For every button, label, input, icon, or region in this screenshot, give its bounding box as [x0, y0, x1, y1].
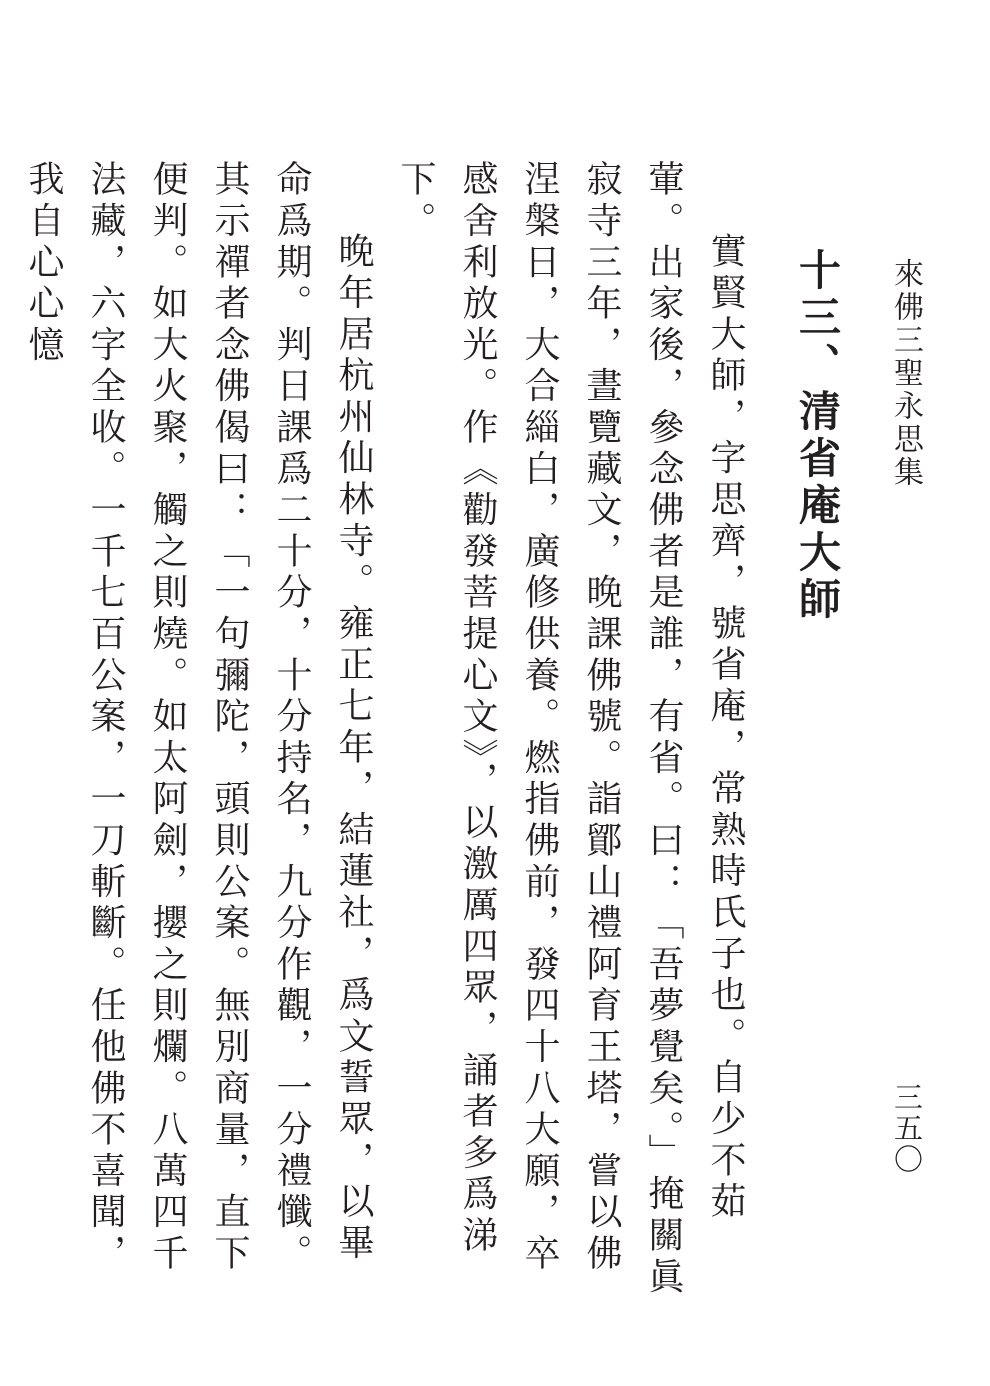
body-text: [23, 160, 756, 1300]
paragraph-2: 晚年居杭州仙林寺。雍正七年，結蓮社，爲文誓眾，以畢命爲期。判日課爲二十分，十分持名，九分作觀，一分禮懺。其示禪者念佛偈曰：「一句彌陀，頭則公案。無別商量，直下便判。如大火聚，觸之則燒。如太阿劍，攖之則爛。八萬四千法藏，六字全收。一千七百公案，一刀斬斷。任他佛不喜聞，我自心心憶: [23, 160, 374, 1276]
running-head: 來佛三聖永思集: [888, 258, 923, 489]
paragraph-1: 實賢大師，字思齊，號省庵，常熟時氏子也。自少不茹葷。出家後，參念佛者是誰，有省。曰：「吾夢覺矣。」掩關眞寂寺三年，晝覽藏文，晚課佛號。詣鄮山禮阿育王塔，嘗以佛涅槃日，大合緇白，廣修供養。燃指佛前，發四十八大願，卒感舍利放光。作《勸發菩提心文》，以激厲四眾，誦者多爲涕下。: [395, 160, 746, 1299]
page-number: 三五〇: [890, 1082, 924, 1175]
chapter-title: 十三、清省庵大師: [793, 248, 842, 624]
